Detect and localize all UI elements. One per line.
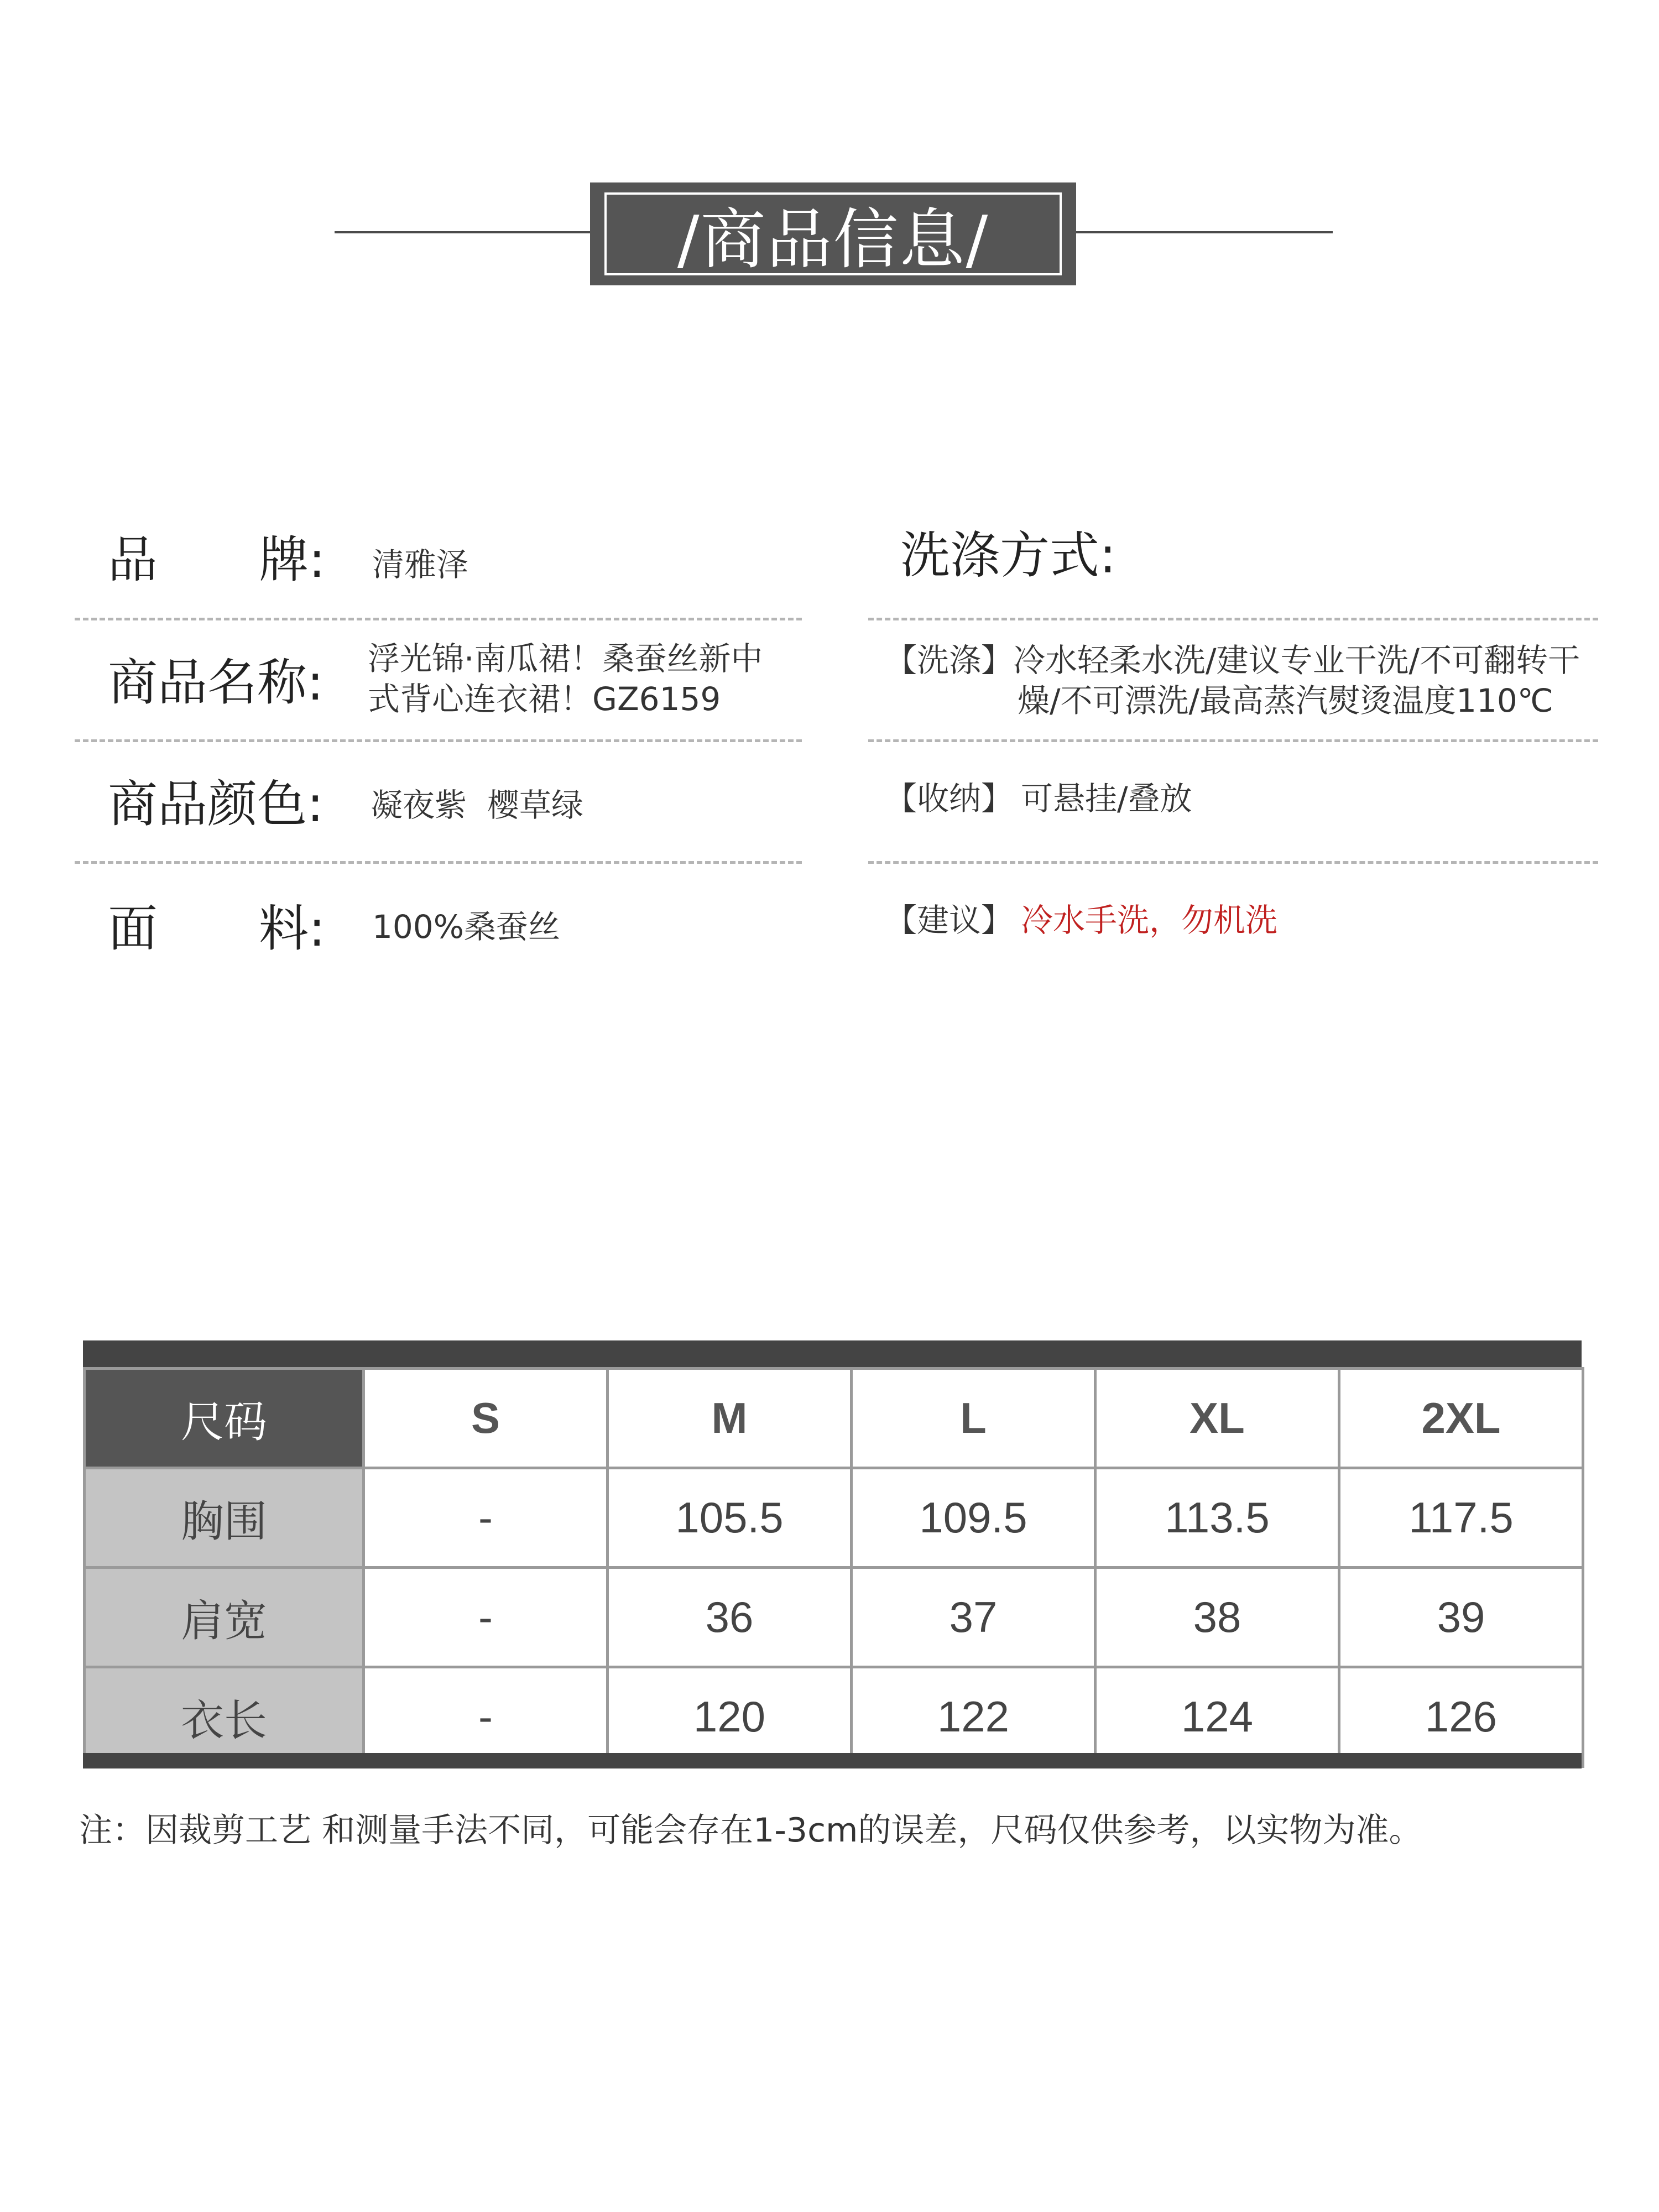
brand-label-tail: 牌: [259,531,326,589]
wash-instructions [885,640,1580,721]
table-cell: - [364,1568,608,1667]
table-cell: 36 [608,1568,852,1667]
row-label: 肩宽 [85,1568,364,1667]
table-cell: 113.5 [1095,1468,1339,1568]
divider [868,739,1598,742]
divider [75,618,802,620]
size-corner-label: 尺码 [85,1369,364,1468]
fabric-label-char1: 面 [108,900,158,958]
advice-instructions [885,900,1277,941]
table-cell: 39 [1339,1568,1583,1667]
size-table [83,1367,1584,1768]
brand-label [108,531,158,589]
divider [75,739,802,742]
table-cell: 105.5 [608,1468,852,1568]
table-cell: 117.5 [1339,1468,1583,1568]
table-row [85,1667,1583,1767]
advice-value: 冷水手洗，勿机洗 [1021,901,1278,939]
table-bottom-bar [83,1753,1582,1768]
table-cell: 126 [1339,1667,1583,1767]
wash-tag: 【洗涤】 [885,641,1014,679]
brand-value: 清雅泽 [372,546,469,583]
storage-instructions [885,779,1192,819]
brand-label-char1: 品 [108,531,158,589]
table-cell: 38 [1095,1568,1339,1667]
table-row [85,1468,1583,1568]
row-label: 衣长 [85,1667,364,1767]
page-title: /商品信息/ [604,192,1062,275]
row-label: 胸围 [85,1468,364,1568]
title-rule-left [335,231,590,233]
table-cell: - [364,1468,608,1568]
table-cell: 124 [1095,1667,1339,1767]
wash-line2: 燥/不可漂洗/最高蒸汽熨烫温度110℃ [1018,682,1553,720]
table-cell: 109.5 [852,1468,1095,1568]
title-banner [590,182,1076,285]
size-note: 注：因裁剪工艺 和测量手法不同，可能会存在1-3cm的误差，尺码仅供参考，以实物为准。 [79,1811,1422,1850]
storage-value: 可悬挂/叠放 [1021,780,1192,817]
product-name-line1: 浮光锦·南瓜裙！桑蚕丝新中 [368,640,763,677]
wash-line1: 冷水轻柔水洗/建议专业干洗/不可翻转干 [1013,641,1580,679]
table-top-bar [83,1340,1582,1368]
table-cell: - [364,1667,608,1767]
advice-tag: 【建议】 [885,901,1014,939]
storage-tag: 【收纳】 [885,780,1014,817]
fabric-label [108,900,158,958]
divider [868,861,1598,864]
divider [868,618,1598,620]
table-cell: 122 [852,1667,1095,1767]
size-header-row [85,1369,1583,1468]
product-color-value: 凝夜紫 樱草绿 [371,786,583,824]
product-name-line2: 式背心连衣裙！GZ6159 [368,680,721,718]
size-header-cell: S [364,1369,608,1468]
care-heading: 洗涤方式: [900,526,1117,585]
fabric-label-tail: 料: [259,900,326,958]
product-name-label: 商品名称: [108,654,324,712]
size-header-cell: L [852,1369,1095,1468]
product-color-label: 商品颜色: [108,775,324,833]
divider [75,861,802,864]
table-cell: 37 [852,1568,1095,1667]
table-row [85,1568,1583,1667]
size-header-cell: XL [1095,1369,1339,1468]
product-name-value [368,639,763,719]
table-cell: 120 [608,1667,852,1767]
title-rule-right [1076,231,1333,233]
size-header-cell: M [608,1369,852,1468]
size-header-cell: 2XL [1339,1369,1583,1468]
fabric-value: 100%桑蚕丝 [372,908,560,946]
